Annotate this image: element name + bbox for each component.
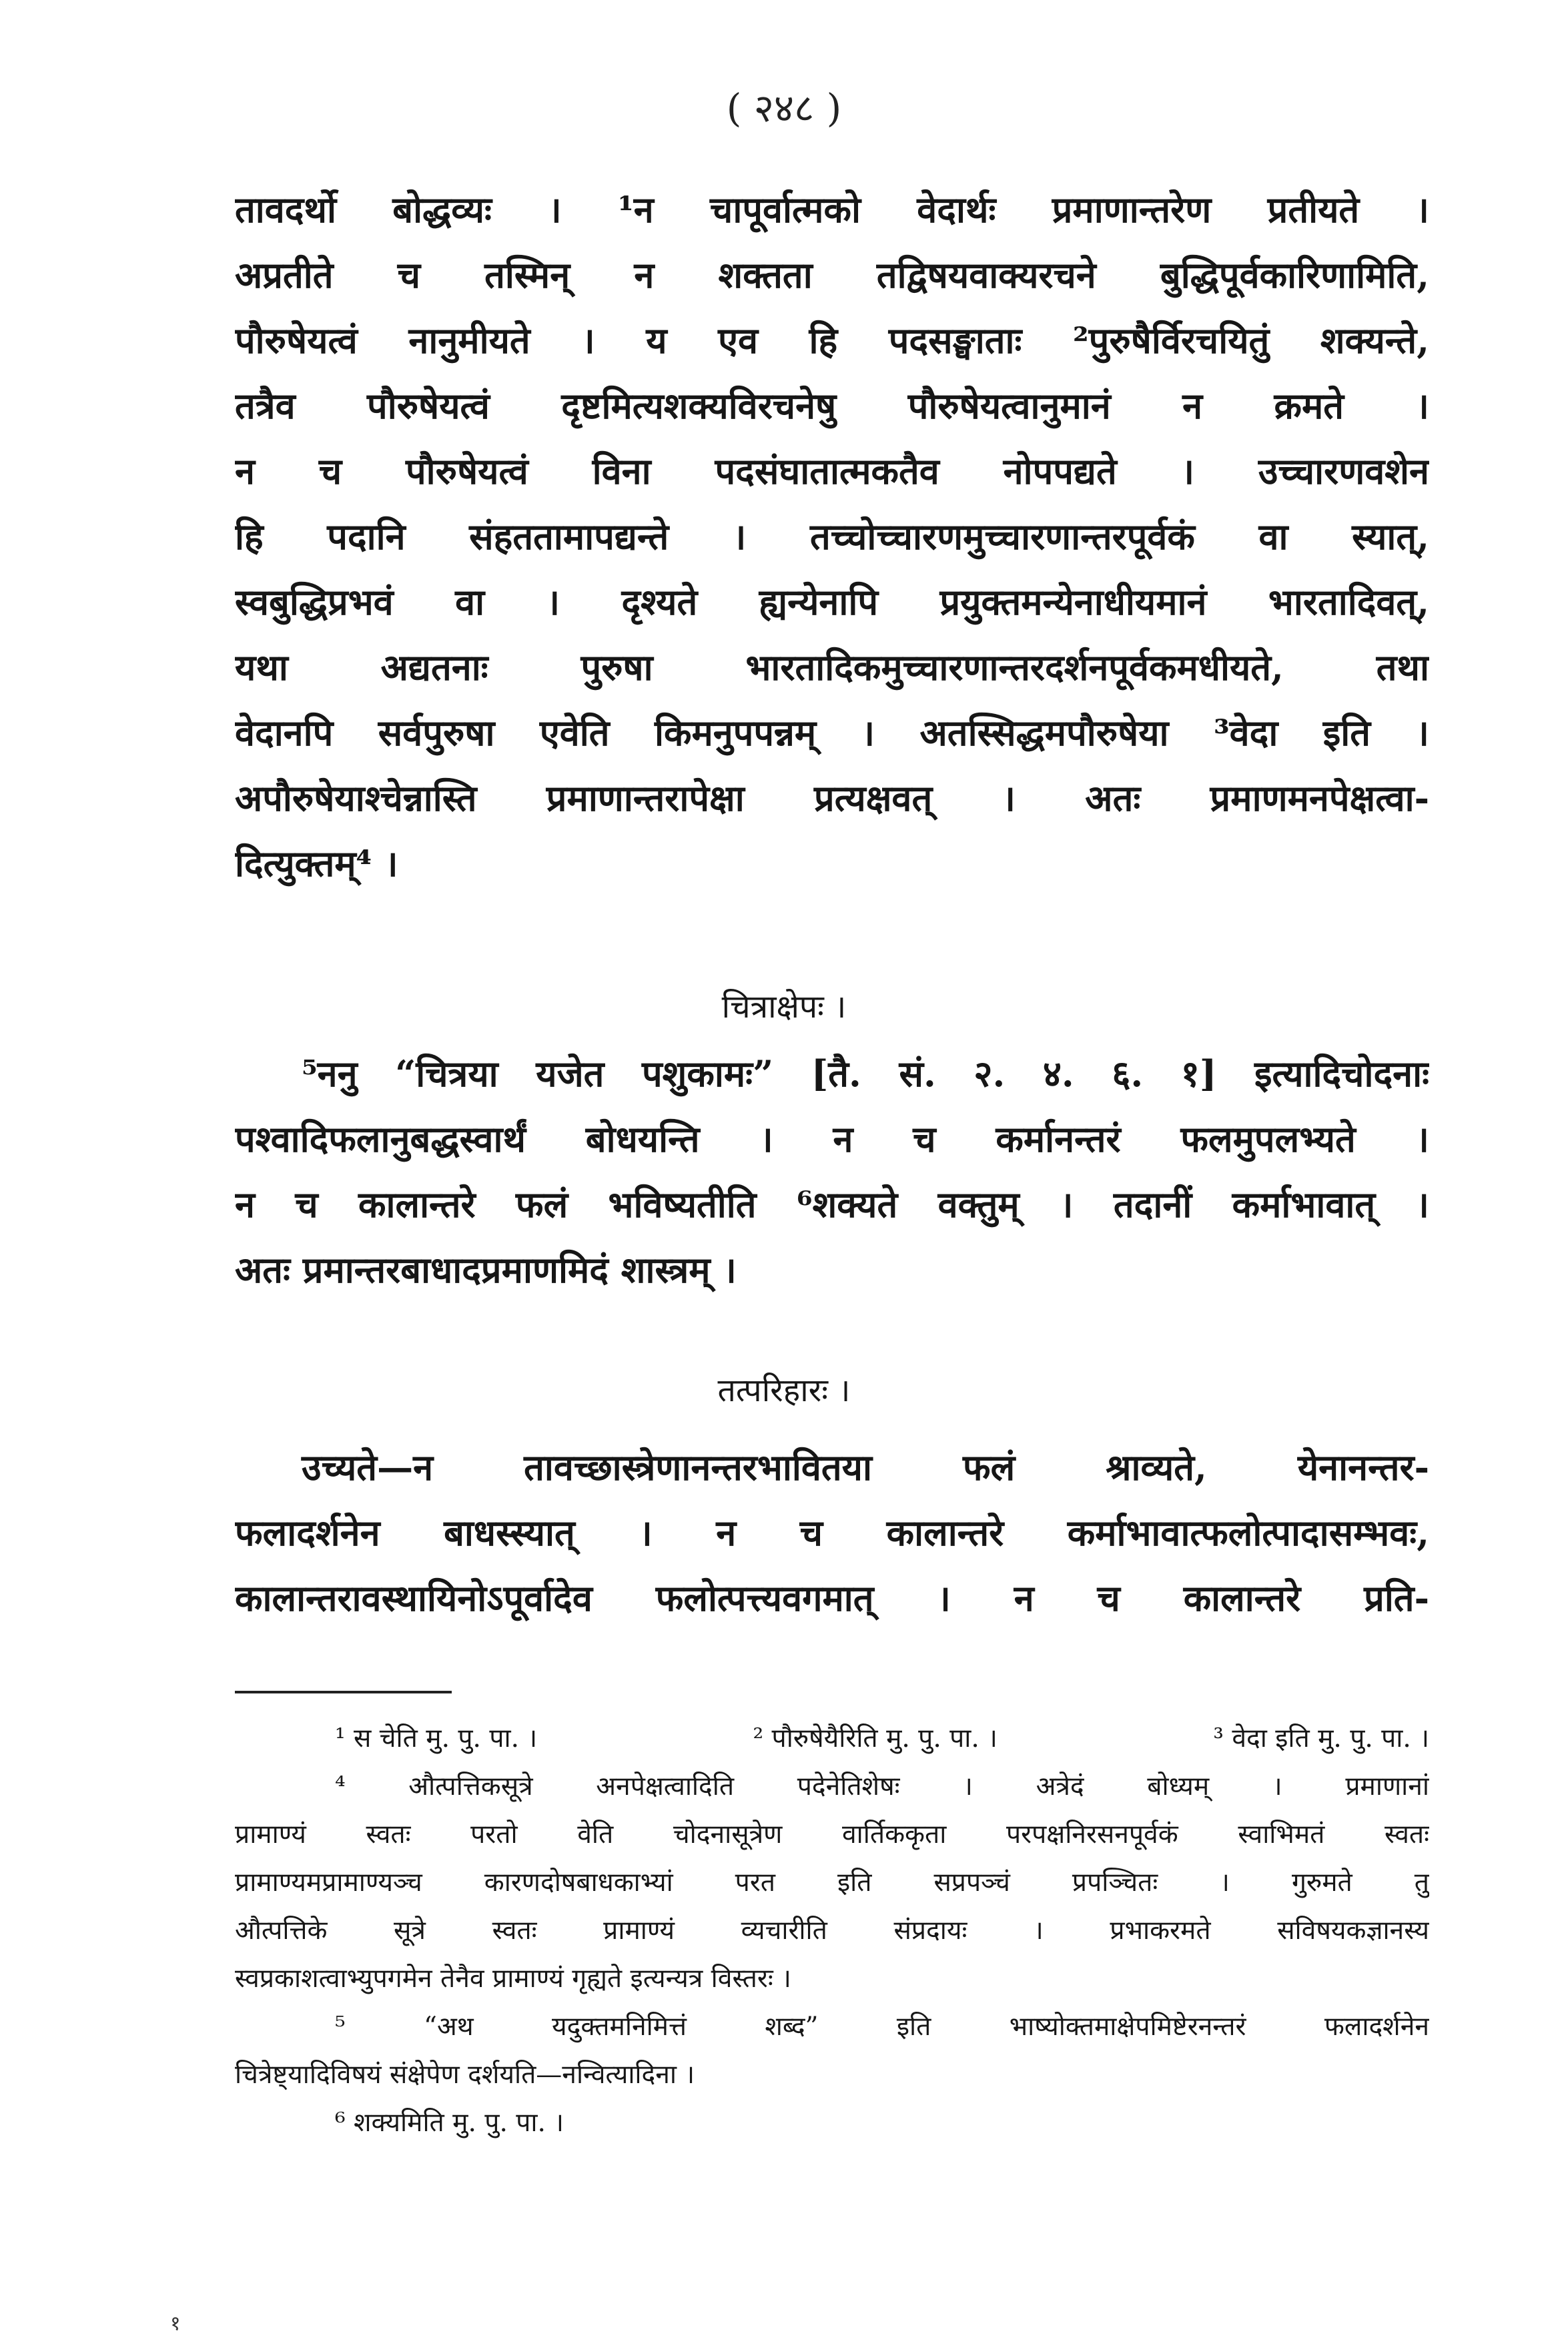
paragraph-1: [235, 177, 1429, 896]
footnote-4-line: स्वप्रकाशत्वाभ्युपगमेन तेनैव प्रामाण्यं गृह्यते इत्यन्यत्र विस्तरः ।: [235, 1964, 791, 1994]
text-line: पश्वादिफलानुबद्धस्वार्थं बोधयन्ति । न च कर्मानन्तरं फलमुपलभ्यते ।: [235, 1118, 1429, 1160]
footnote-5-line: ⁵ “अथ यदुक्तमनिमित्तं शब्द” इति भाष्योक्तमाक्षेपमिष्टेरनन्तरं फलादर्शनेन: [335, 2012, 1429, 2042]
text-line: अपौरुषेयाश्चेन्नास्ति प्रमाणान्तरापेक्षा प्रत्यक्षवत् । अतः प्रमाणमनपेक्षत्वा-: [235, 777, 1429, 819]
footnotes: [235, 1715, 1429, 2147]
text-line: फलादर्शनेन बाधस्स्यात् । न च कालान्तरे कर्माभावात्फलोत्पादासम्भवः,: [235, 1511, 1429, 1554]
text-line: तत्रैव पौरुषेयत्वं दृष्टमित्यशक्यविरचनेषु पौरुषेयत्वानुमानं न क्रमते ।: [235, 384, 1429, 427]
footnote-4-line: ⁴ औत्पत्तिकसूत्रे अनपेक्षत्वादिति पदेनेतिशेषः । अत्रेदं बोध्यम् । प्रमाणानां: [335, 1772, 1429, 1802]
text-line: यथा अद्यतनाः पुरुषा भारतादिकमुच्चारणान्तरदर्शनपूर्वकमधीयते, तथा: [235, 646, 1429, 689]
footnote-3: ³ वेदा इति मु. पु. पा. ।: [1213, 1723, 1429, 1754]
corner-mark: १: [170, 2312, 181, 2335]
footnote-row-1-3: [235, 1715, 1429, 1763]
paragraph-2: [235, 1041, 1429, 1302]
footnote-4-line: प्रामाण्यं स्वतः परतो वेति चोदनासूत्रेण वार्तिककृता परपक्षनिरसनपूर्वकं स्वाभिमतं स्वतः: [235, 1820, 1429, 1850]
text-line: स्वबुद्धिप्रभवं वा । दृश्यते ह्यन्येनापि प्रयुक्तमन्येनाधीयमानं भारतादिवत्,: [235, 580, 1429, 623]
text-line: उच्यते—न तावच्छास्त्रेणानन्तरभावितया फलं श्राव्यते, येनानन्तर-: [302, 1446, 1429, 1489]
text-line: न च कालान्तरे फलं भविष्यतीति ⁶शक्यते वक्तुम् । तदानीं कर्माभावात् ।: [235, 1183, 1429, 1226]
footnote-4-line: प्रामाण्यमप्रामाण्यञ्च कारणदोषबाधकाभ्यां परत इति सप्रपञ्चं प्रपञ्चितः । गुरुमते तु: [235, 1868, 1429, 1898]
section-heading-chitrakshepa: चित्राक्षेपः ।: [721, 988, 847, 1026]
text-line: कालान्तरावस्थायिनोऽपूर्वादेव फलोत्पत्त्यवगमात् । न च कालान्तरे प्रति-: [235, 1577, 1429, 1619]
footnote-5-line: चित्रेष्ट्यादिविषयं संक्षेपेण दर्शयति—नन्वित्यादिना ।: [235, 2060, 695, 2090]
text-line: ⁵ननु “चित्रया यजेत पशुकामः” [तै. सं. २. ४. ६. १] इत्यादिचोदनाः: [302, 1052, 1429, 1095]
text-line: दित्युक्तम्⁴ ।: [235, 842, 398, 885]
text-line: वेदानपि सर्वपुरुषा एवेति किमनुपपन्नम् । अतस्सिद्धमपौरुषेया ³वेदा इति ।: [235, 711, 1429, 754]
footnote-divider: [235, 1691, 452, 1693]
text-line: तावदर्थो बोद्धव्यः । ¹न चापूर्वात्मको वेदार्थः प्रमाणान्तरेण प्रतीयते ।: [235, 188, 1429, 231]
footnote-1: ¹ स चेति मु. पु. पा. ।: [335, 1723, 538, 1754]
text-line: अप्रतीते च तस्मिन् न शक्तता तद्विषयवाक्यरचने बुद्धिपूर्वकारिणामिति,: [235, 254, 1429, 296]
page-number: ( २४८ ): [726, 85, 842, 131]
text-line: हि पदानि संहततामापद्यन्ते । तच्चोच्चारणमुच्चारणान्तरपूर्वकं वा स्यात्,: [235, 515, 1429, 558]
footnote-2: ² पौरुषेयैरिति मु. पु. पा. ।: [753, 1723, 998, 1754]
footnote-4-line: औत्पत्तिके सूत्रे स्वतः प्रामाण्यं व्यचारीति संप्रदायः । प्रभाकरमते सविषयकज्ञानस्य: [235, 1916, 1429, 1946]
text-line: अतः प्रमान्तरबाधादप्रमाणमिदं शास्त्रम् ।: [235, 1248, 737, 1291]
footnote-6: ⁶ शक्यमिति मु. पु. पा. ।: [335, 2108, 564, 2138]
paragraph-3: [235, 1435, 1429, 1631]
text-line: पौरुषेयत्वं नानुमीयते । य एव हि पदसङ्घाताः ²पुरुषैर्विरचयितुं शक्यन्ते,: [235, 319, 1429, 362]
text-line: न च पौरुषेयत्वं विना पदसंघातात्मकतैव नोपपद्यते । उच्चारणवशेन: [235, 450, 1429, 492]
section-heading-tatparihara: तत्परिहारः ।: [717, 1372, 851, 1409]
